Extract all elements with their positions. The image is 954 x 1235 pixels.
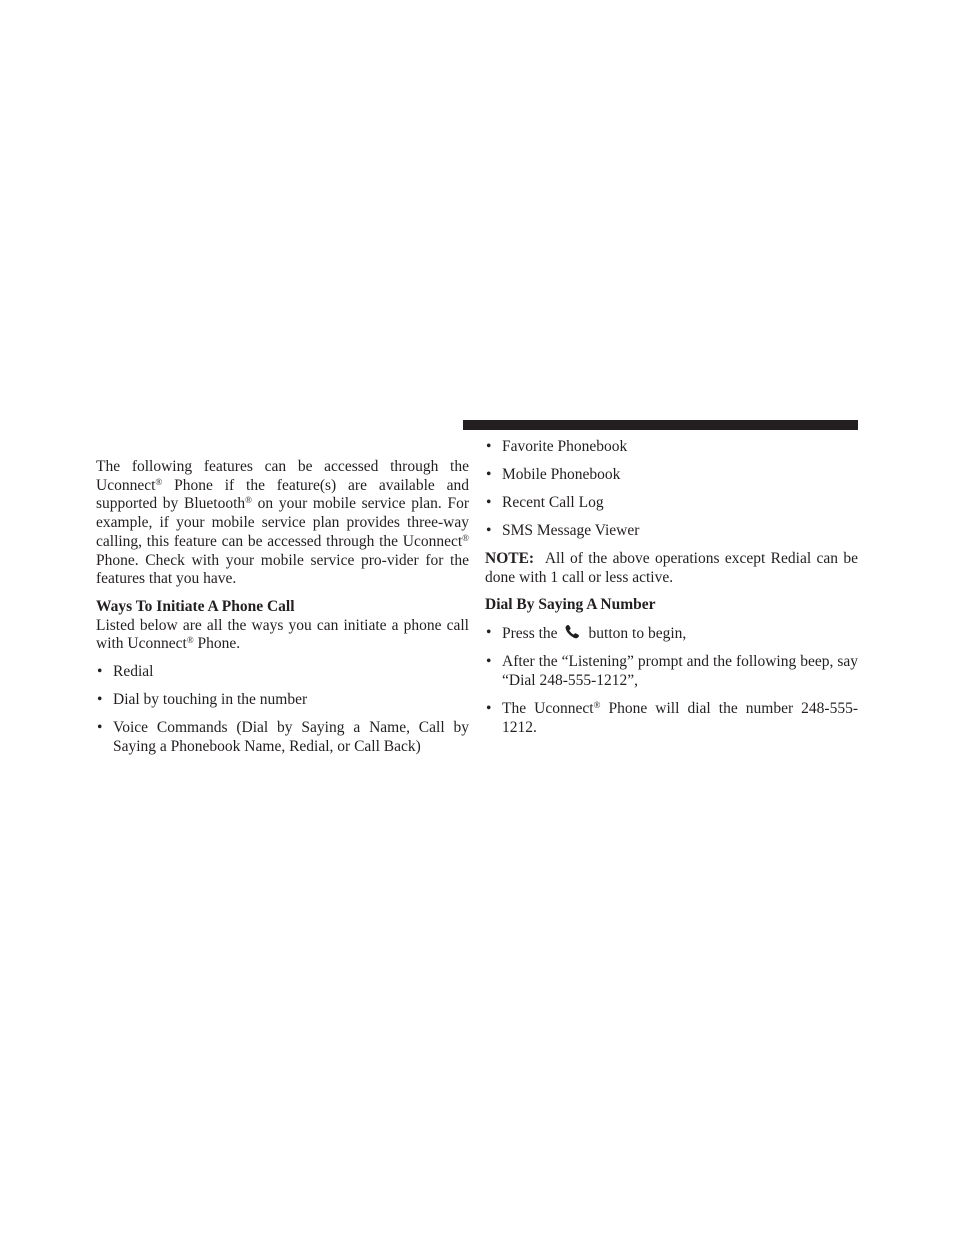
dial-heading: Dial By Saying A Number	[485, 596, 656, 614]
list-item: • SMS Message Viewer	[486, 522, 640, 539]
ways-paragraph: Listed below are all the ways you can initiate a phone call with Uconnect® Phone.	[96, 616, 469, 653]
list-item: • Voice Commands (Dial by Saying a Name, Call by Saying a Phonebook Name, Redial, or Call Back)	[97, 719, 469, 755]
list-item: • Favorite Phonebook	[486, 438, 628, 455]
list-item: • Redial	[97, 663, 154, 681]
intro-paragraph: The following features can be accessed through the Uconnect® Phone if the feature(s) are available and supported by Bluetooth® on your mobile service plan. For example, if your mobile service plan provides three-way calling, this feature can be accessed through the Uconnect® Phone. Check with your mobile service pro-vider for the features that you have.	[96, 458, 469, 588]
note-label: NOTE:	[485, 550, 535, 567]
note-paragraph: NOTE: All of the above operations except Redial can be done with 1 call or less active.	[485, 550, 859, 586]
dial-steps-list	[485, 624, 858, 737]
section-header-bar	[463, 420, 858, 430]
list-item: • Dial by touching in the number	[97, 691, 308, 709]
ways-list-left	[96, 663, 469, 756]
list-item: • Press the button to begin,	[486, 624, 687, 643]
left-column	[96, 458, 469, 766]
list-item: • The Uconnect® Phone will dial the number 248-555-1212.	[486, 699, 858, 736]
right-column	[485, 438, 858, 747]
phone-icon	[564, 624, 584, 640]
ways-heading: Ways To Initiate A Phone Call	[96, 597, 295, 615]
list-item: • Mobile Phonebook	[486, 466, 621, 483]
ways-list-right	[485, 438, 858, 541]
list-item: • Recent Call Log	[486, 494, 604, 511]
list-item: • After the “Listening” prompt and the following beep, say “Dial 248-555-1212”,	[486, 653, 858, 689]
